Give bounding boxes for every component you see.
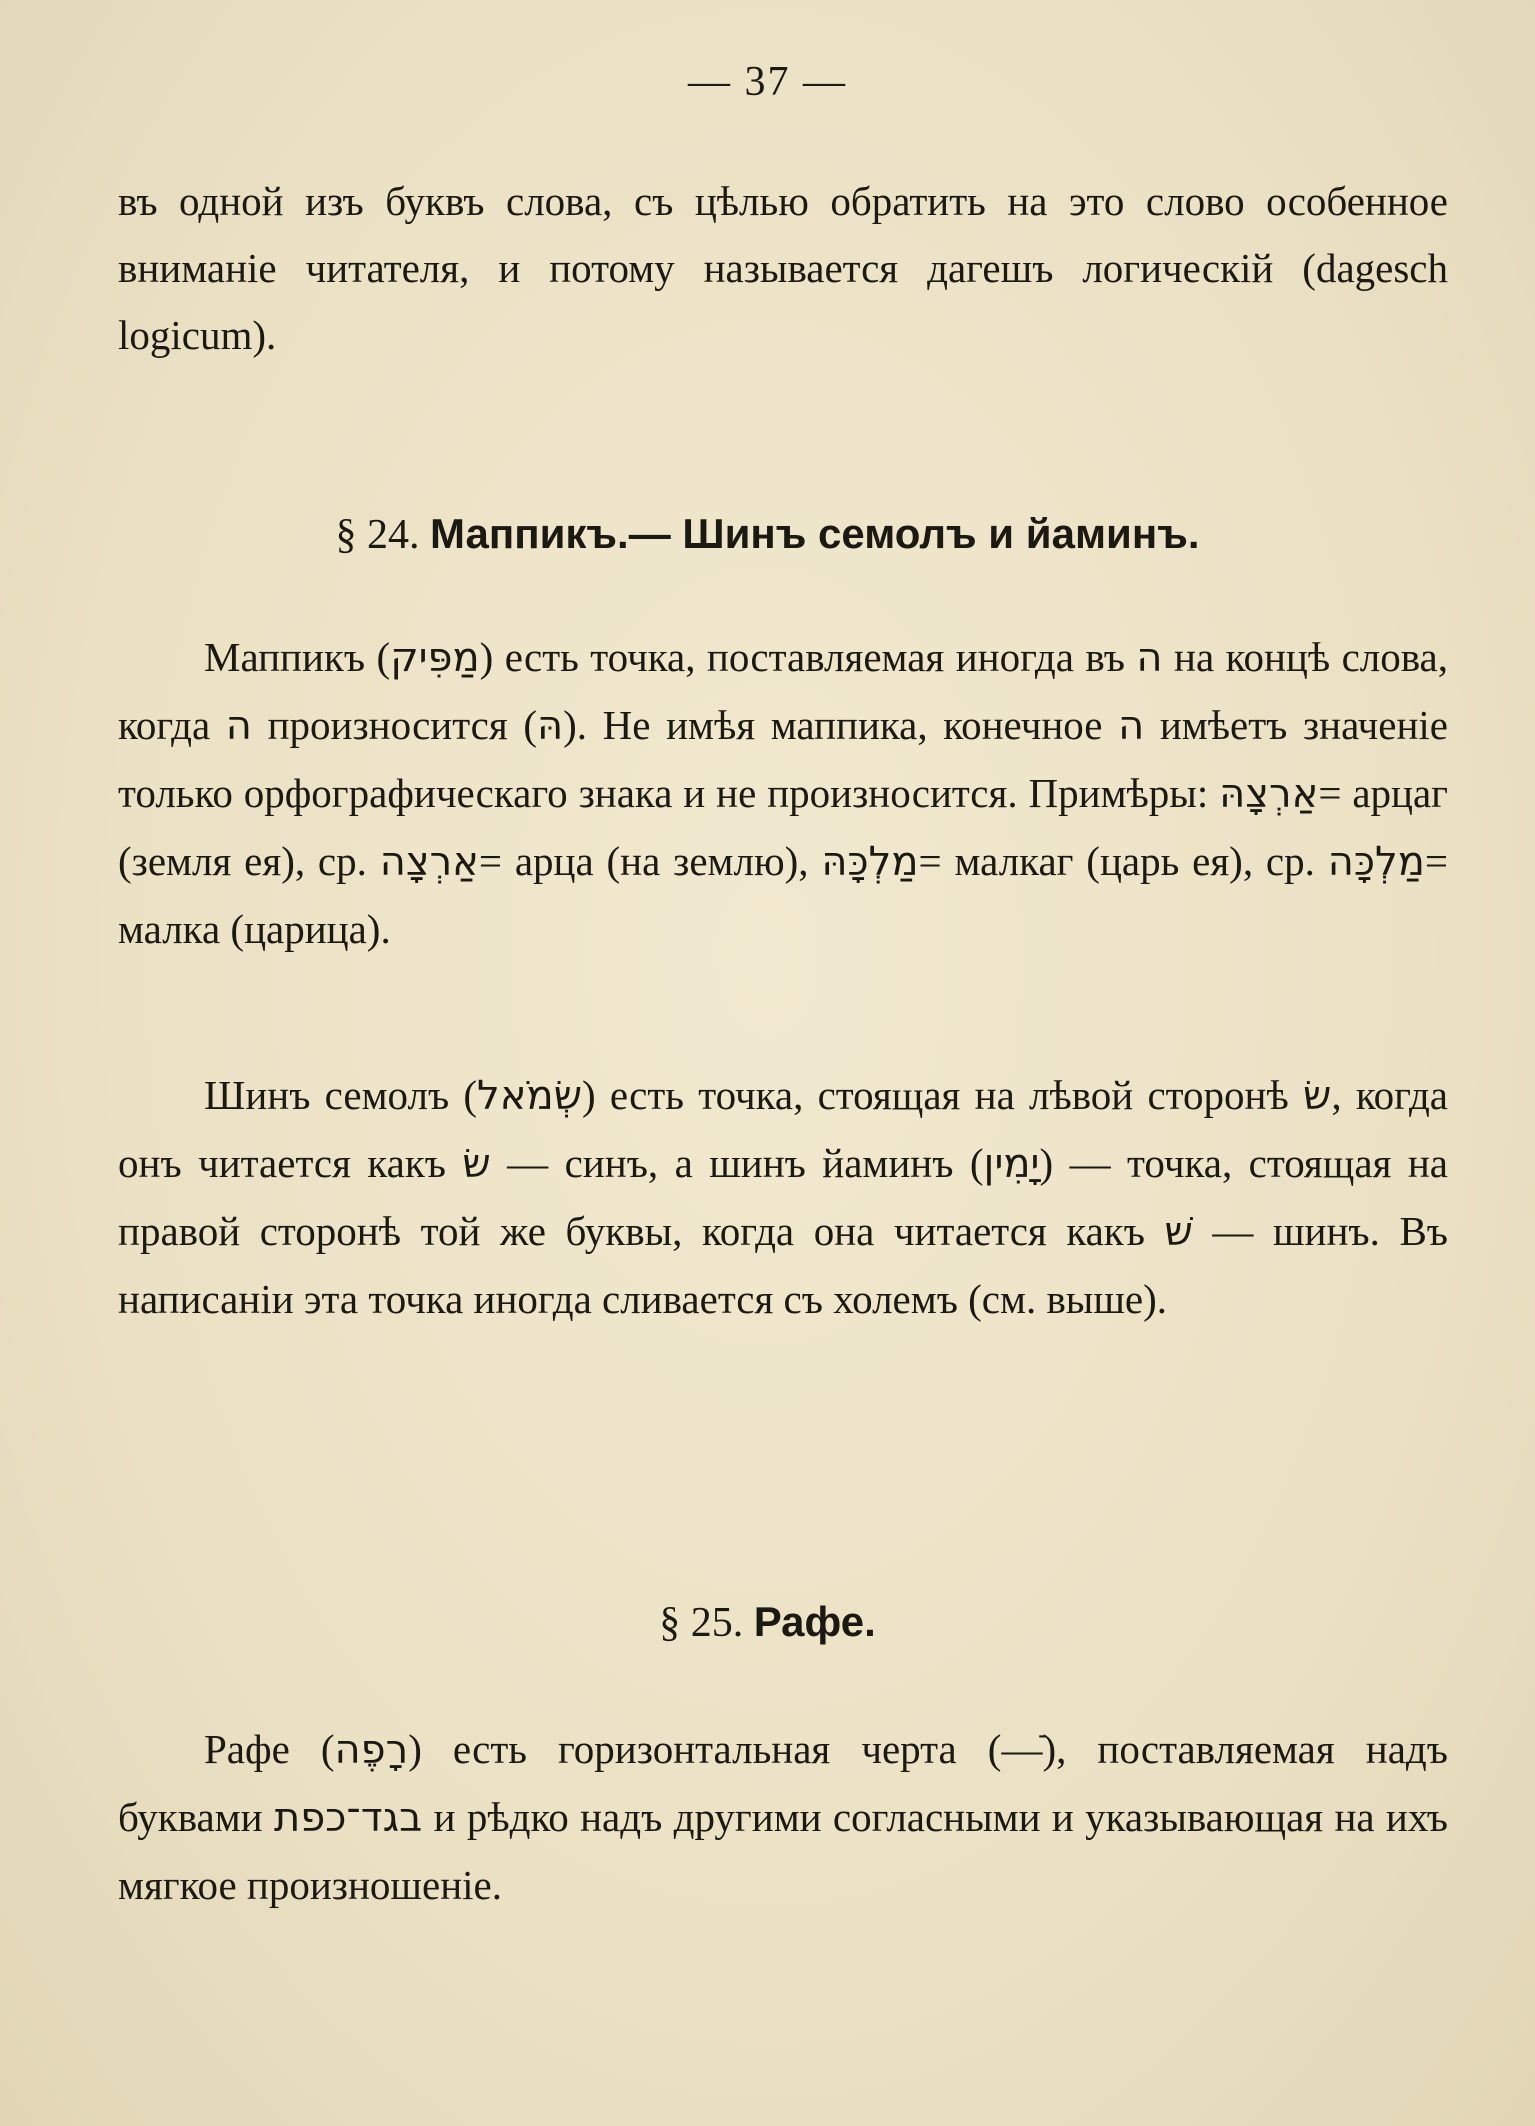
hebrew-malkah: מַלְכָּה — [1327, 839, 1425, 885]
s24p1-text-1: Маппикъ ( — [204, 634, 391, 680]
s24p2-text-4: — синъ, а шинъ йаминъ ( — [490, 1140, 984, 1186]
s24p1-text-2: ) есть точка, поставляемая иногда въ — [479, 634, 1137, 680]
s25p1-text-3: ), поставляемая надъ буквами — [118, 1726, 1448, 1840]
s24p1-text-7: = арцаг (земля ея), ср. — [118, 770, 1448, 884]
section-25-title: Рафе. — [753, 1598, 876, 1645]
section-24-title: Маппикъ.— Шинъ семолъ и йаминъ. — [429, 510, 1200, 557]
hebrew-malkah-mappik: מַלְכָּהּ — [821, 839, 919, 885]
hebrew-yamin: יָמִין — [983, 1141, 1040, 1187]
hebrew-sin-1: שׂ — [1303, 1073, 1332, 1119]
section-24-paragraph-2 — [118, 1062, 1448, 1333]
hebrew-artzah-mappik: אַרְצָהּ — [1219, 771, 1319, 817]
s24p2-text-3: , когда онъ читается какъ — [118, 1072, 1449, 1186]
intro-text-2: ). — [252, 312, 277, 358]
hebrew-he-2: ה — [225, 703, 252, 749]
s24p1-text-3: на концѣ слова, когда — [118, 634, 1448, 748]
s24p1-text-4: произносится ( — [251, 702, 537, 748]
s24p1-text-8: = арца (на землю), — [478, 838, 822, 884]
hebrew-shin: שׁ — [1164, 1209, 1193, 1255]
s24p2-text-2: ) есть точка, стоящая на лѣвой сторонѣ — [582, 1072, 1303, 1118]
hebrew-he-mappik: הּ — [537, 703, 564, 749]
section-24-paragraph-1 — [118, 624, 1448, 963]
page-number: — 37 — — [688, 59, 847, 105]
s25p1-text-1: Рафе ( — [204, 1726, 335, 1772]
section-25-heading — [0, 1598, 1535, 1647]
hebrew-rafe: רָפֶה — [334, 1727, 409, 1773]
s25p1-text-2: ) есть горизонтальная черта ( — [408, 1726, 1002, 1772]
intro-text-1: въ одной изъ буквъ слова, съ цѣлью обратить на это слово особенное вниманіе читателя, и потому называется дагешъ логическій ( — [118, 178, 1448, 291]
intro-latin-term: dagesch logicum — [118, 245, 1448, 358]
hebrew-artzah: אַרְצָה — [379, 839, 479, 885]
s24p2-text-6: — шинъ. Въ написаніи эта точка иногда сливается съ холемъ (см. выше). — [118, 1208, 1448, 1322]
section-25-sign: § 25. — [659, 1600, 744, 1646]
s24p2-text-1: Шинъ семолъ ( — [204, 1072, 478, 1118]
s24p1-text-9: = малкаг (царь ея), ср. — [918, 838, 1328, 884]
s24p1-text-10: = малка (царица). — [118, 838, 1448, 952]
section-24-sign: § 24. — [335, 512, 420, 558]
hebrew-semol: שְׂמֹאל — [477, 1073, 583, 1119]
s24p1-text-5: ). Не имѣя маппика, конечное — [563, 702, 1119, 748]
s25p1-text-4: и рѣдко надъ другими согласными и указывающая на ихъ мягкое произношеніе. — [118, 1794, 1448, 1908]
s24p2-text-5: ) — точка, стоящая на правой сторонѣ той же буквы, когда она читается какъ — [118, 1140, 1448, 1254]
section-25-paragraph-1 — [118, 1716, 1448, 1919]
rafe-mark: —ֿ — [1001, 1726, 1043, 1772]
hebrew-mappik: מַפִּיק — [390, 635, 480, 681]
hebrew-he-3: ה — [1118, 703, 1145, 749]
hebrew-begadkefat: בגד־כפת — [273, 1795, 423, 1841]
intro-paragraph — [118, 168, 1448, 369]
hebrew-he-1: ה — [1136, 635, 1163, 681]
s24p1-text-6: имѣетъ значеніе только орфографическаго знака и не произносится. Примѣры: — [118, 702, 1448, 816]
hebrew-sin-2: שׂ — [462, 1141, 491, 1187]
section-24-heading — [0, 510, 1535, 559]
